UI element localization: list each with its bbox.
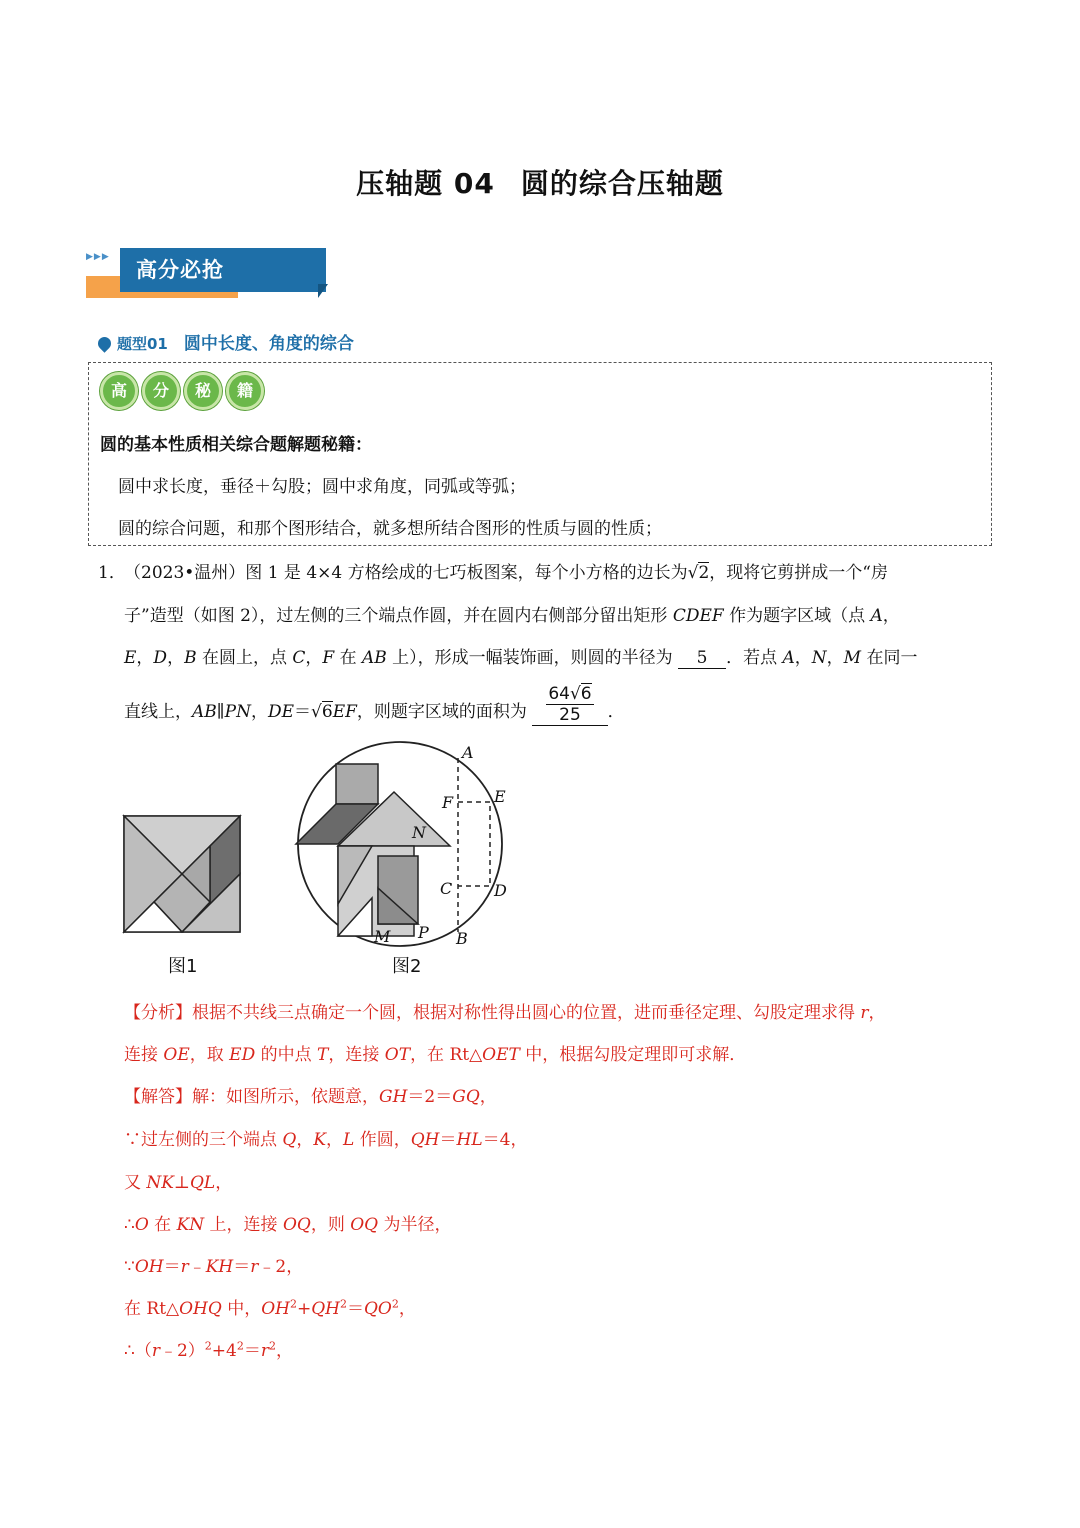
badge-char: 籍 <box>226 372 264 410</box>
analysis-line-2: 连接 OE，取 ED 的中点 T，连接 OT，在 Rt△OET 中，根据勾股定理即可求解． <box>124 1045 747 1065</box>
point-label-n: N <box>412 823 426 842</box>
point-label-b: B <box>456 929 468 948</box>
figure-2-house <box>296 742 502 946</box>
point-label-f: F <box>442 793 454 812</box>
question-line-4: 直线上，AB∥PN，DE＝√6EF，则题字区域的面积为 $\frac{64√6}{25}$ ． <box>124 684 625 725</box>
figure-1-tangram <box>124 816 240 932</box>
figure-1-caption: 图1 <box>168 956 198 977</box>
solution-line-5: ∵OH＝r﹣KH＝r﹣2， <box>124 1257 304 1277</box>
sqrt-icon: √ <box>311 702 322 722</box>
sqrt-icon: √ <box>687 563 699 583</box>
tip-line: 圆中求长度，垂径＋勾股；圆中求角度，同弧或等弧； <box>118 477 526 497</box>
solution-line-3: 又 NK⊥QL， <box>124 1173 233 1193</box>
sqrt-icon: √ <box>569 684 581 704</box>
location-pin-icon <box>95 334 113 352</box>
solution-line-7: $\therefore(r﹣2)^2+4^2=r^2$， <box>124 1339 293 1361</box>
question-line-3: E，D，B 在圆上，点 C，F 在 AB 上），形成一幅装饰画，则圆的半径为 5 ．若点 A，N，M 在同一 <box>124 648 918 668</box>
answer-blank-2 <box>532 684 607 726</box>
page-title <box>0 162 1080 202</box>
figures <box>110 736 550 986</box>
badge-char: 高 <box>100 372 138 410</box>
point-label-e: E <box>494 787 506 806</box>
type-code: 题型01 <box>117 335 168 353</box>
analysis-line-1: 【分析】根据不共线三点确定一个圆，根据对称性得出圆心的位置，进而垂径定理、勾股定理求得 r， <box>124 1003 886 1023</box>
banner-fold <box>318 284 328 298</box>
solution-line-4: ∴O 在 KN 上，连接 OQ，则 OQ 为半径， <box>124 1215 452 1235</box>
answer-fraction: $\frac{64√6}{25}$ <box>548 684 592 725</box>
solution-line-2: ∵过左侧的三个端点 Q，K，L 作圆，QH＝HL＝4， <box>124 1130 528 1150</box>
badge-char: 分 <box>142 372 180 410</box>
point-label-c: C <box>440 879 453 898</box>
tip-line: 圆的综合问题，和那个图形结合，就多想所结合图形的性质与圆的性质； <box>118 519 662 539</box>
question-line-1: （2023•温州）图 1 是 4×4 方格绘成的七巧板图案，每个小方格的边长为√2，现将它剪拼成一个“房 <box>124 563 888 583</box>
solution-line-6: 在 Rt△OHQ 中，$OH^2+QH^2=QO^2$， <box>124 1297 416 1319</box>
question-line-2: 子”造型（如图 2），过左侧的三个端点作圆，并在圆内右侧部分留出矩形 CDEF 作为题字区域（点 A， <box>124 606 900 626</box>
title-part-a: 压轴题 04 <box>356 167 495 200</box>
section-banner <box>86 248 246 302</box>
point-label-m: M <box>374 927 391 946</box>
banner-label: 高分必抢 <box>136 258 224 282</box>
arrows-icon: ▶▶▶ <box>86 252 110 262</box>
point-label-a: A <box>462 743 474 762</box>
type-title: 圆中长度、角度的综合 <box>183 334 354 354</box>
answer-blank-1: 5 <box>678 648 726 669</box>
question-number: 1． <box>98 563 126 583</box>
tip-badges <box>100 372 268 410</box>
badge-char: 秘 <box>184 372 222 410</box>
analysis-tag: 【分析】 <box>124 1003 192 1023</box>
solution-tag: 【解答】 <box>124 1087 192 1107</box>
point-label-d: D <box>494 881 507 900</box>
question-type-heading <box>98 329 354 354</box>
figure-2-caption: 图2 <box>392 956 422 977</box>
point-label-p: P <box>418 923 429 942</box>
title-part-b: 圆的综合压轴题 <box>520 167 724 200</box>
solution-line-1: 【解答】解：如图所示，依题意，GH＝2＝GQ， <box>124 1087 497 1107</box>
tip-heading: 圆的基本性质相关综合题解题秘籍： <box>100 435 372 455</box>
